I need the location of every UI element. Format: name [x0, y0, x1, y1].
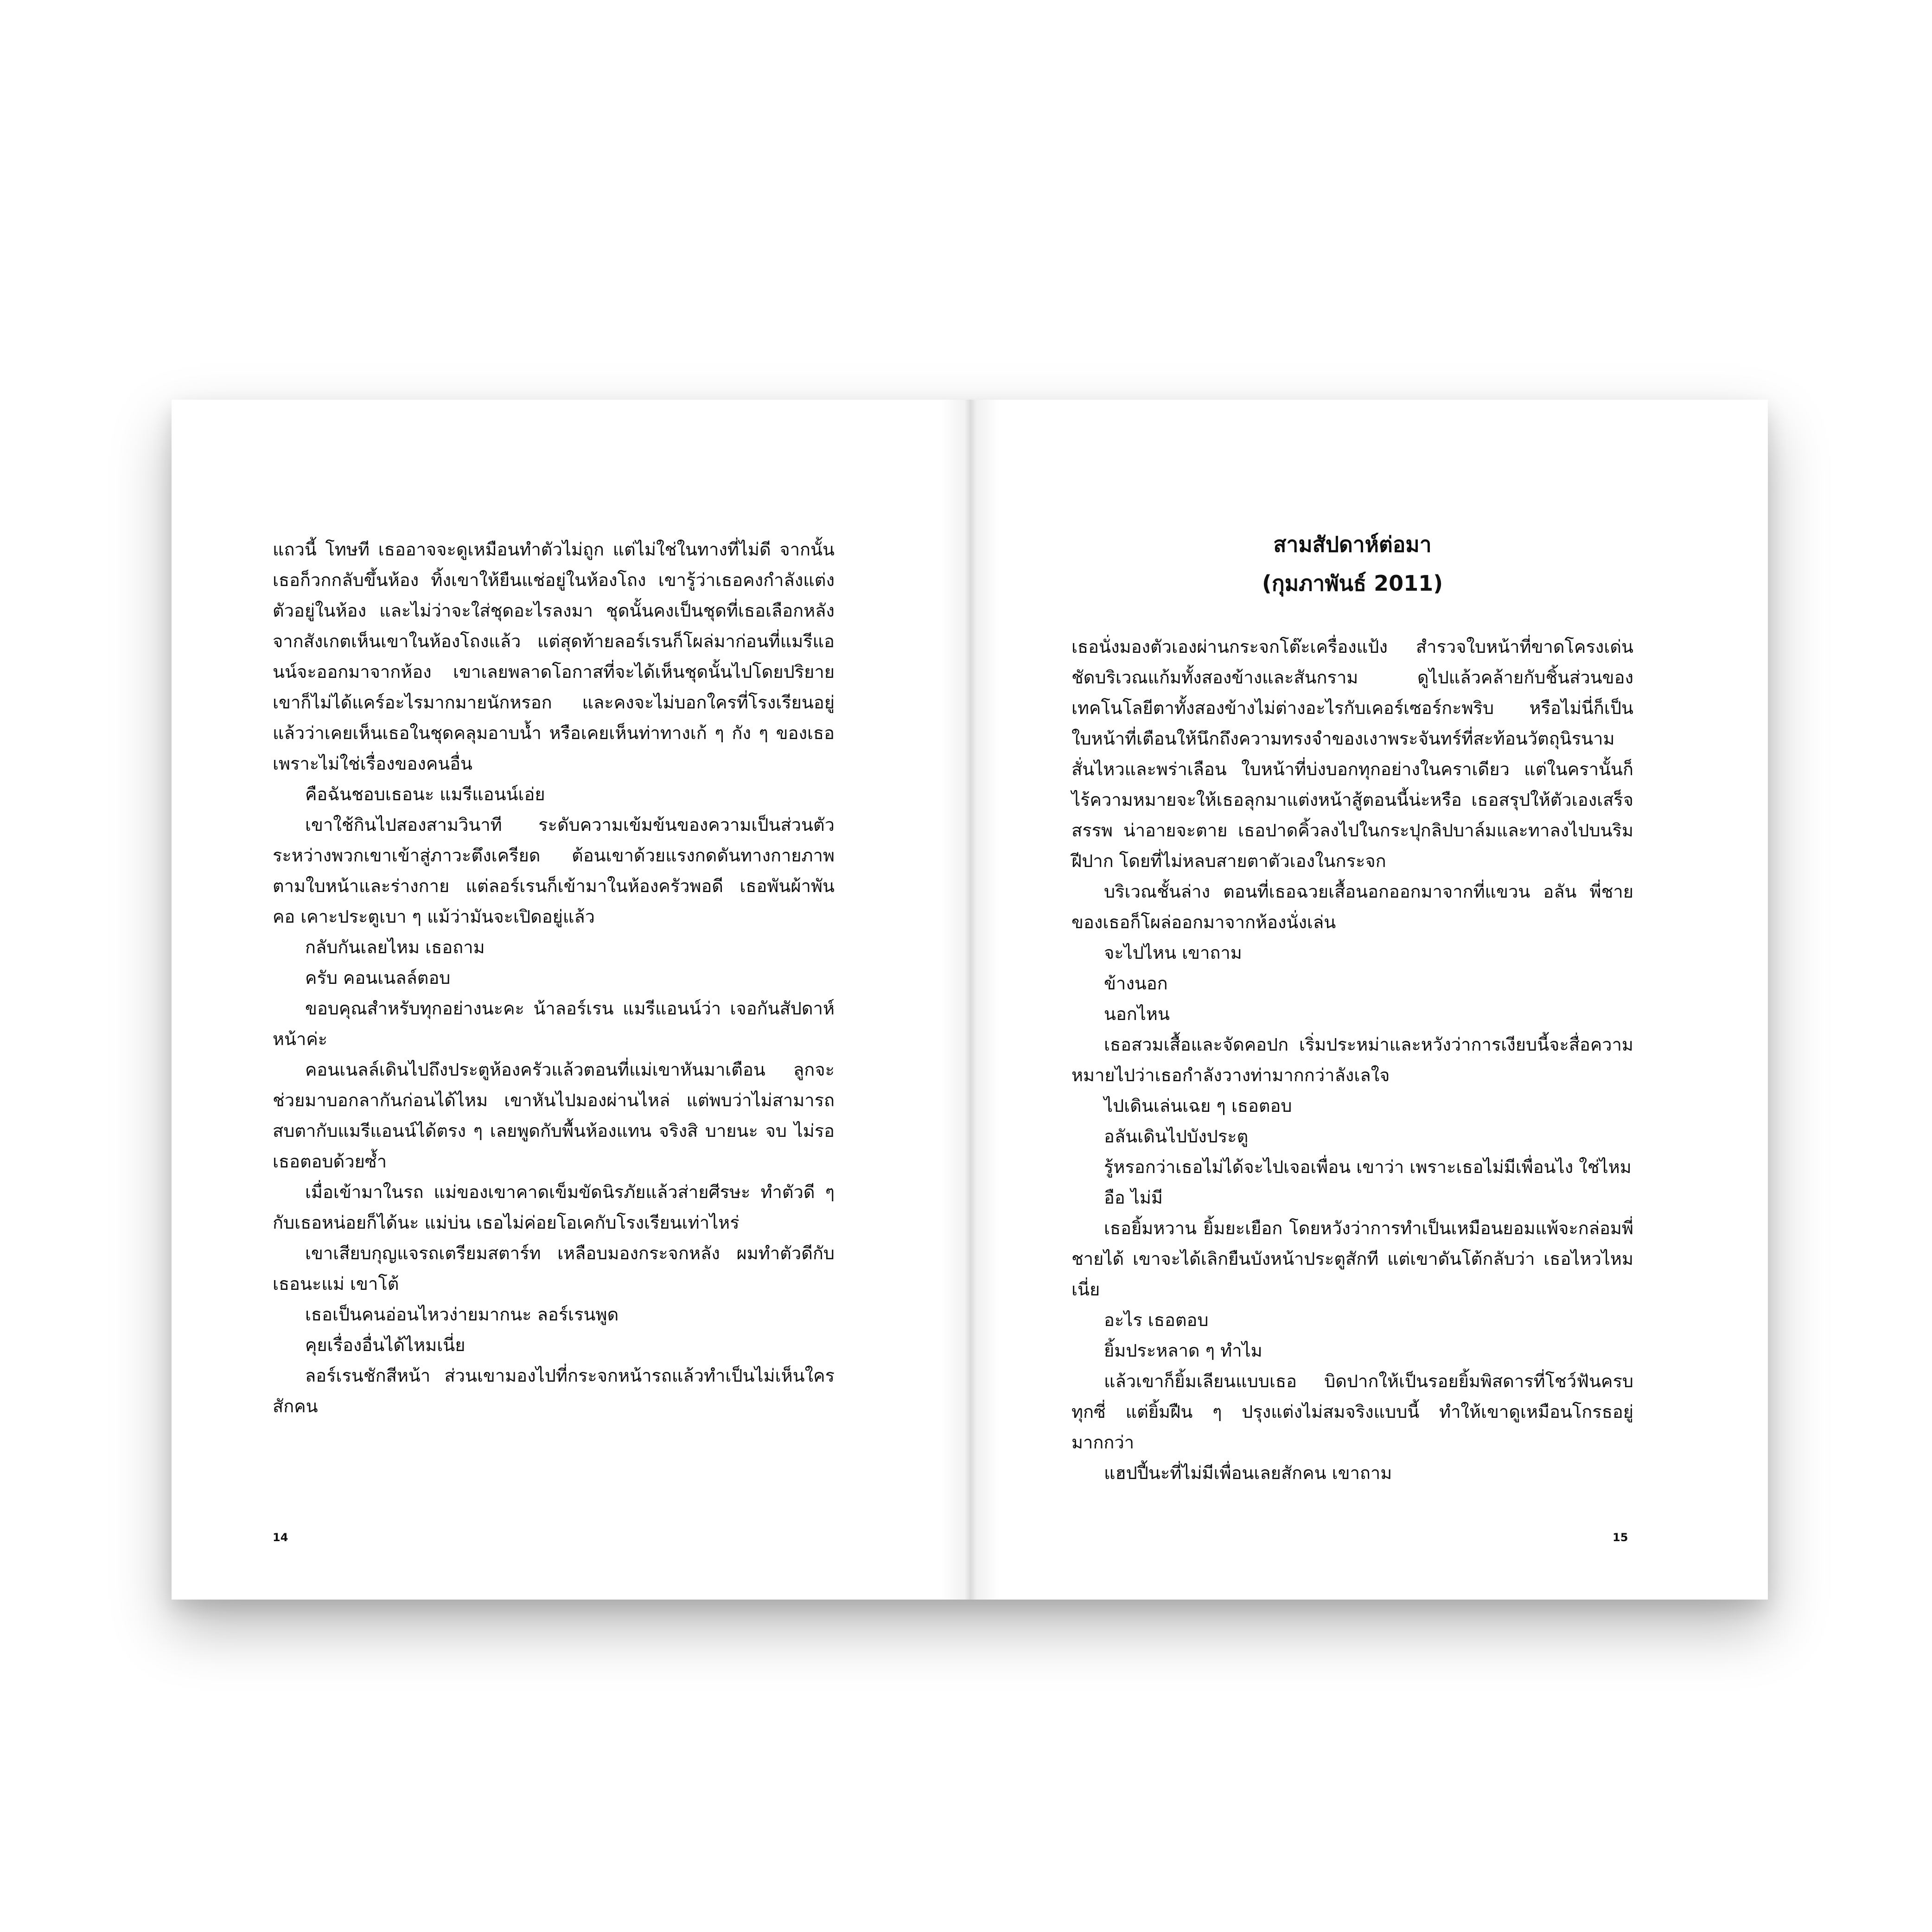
left-page-number: 14 [273, 1531, 288, 1544]
paragraph: แล้วเขาก็ยิ้มเลียนแบบเธอ บิดปากให้เป็นรอยยิ้มพิสดารที่โชว์ฟันครบทุกซี่ แต่ยิ้มฝืน ๆ ปรุงแต่งไม่สมจริงแบบนี้ ทำให้เขาดูเหมือนโกรธอยู่มากกว่า [1071, 1371, 1633, 1453]
right-page [970, 400, 1768, 1600]
paragraph: แถวนี้ โทษที เธออาจจะดูเหมือนทำตัวไม่ถูก แต่ไม่ใช่ในทางที่ไม่ดี จากนั้นเธอก็วกกลับขึ้นห้อง ทิ้งเขาให้ยืนแช่อยู่ในห้องโถง เขารู้ว่าเธอคงกำลังแต่งตัวอยู่ในห้อง และไม่ว่าจะใส่ชุดอะไรลงมา ชุดนั้นคงเป็นชุดที่เธอเลือกหลังจากสังเกตเห็นเขาในห้องโถงแล้ว แต่สุดท้ายลอร์เรนก็โผล่มาก่อนที่แมรีแอนน์จะออกมาจากห้อง เขาเลยพลาดโอกาสที่จะได้เห็นชุดนั้นไปโดยปริยาย เขาก็ไม่ได้แคร์อะไรมากมายนักหรอก และคงจะไม่บอกใครที่โรงเรียนอยู่แล้วว่าเคยเห็นเธอในชุดคลุมอาบน้ำ หรือเคยเห็นท่าทางเก้ ๆ กัง ๆ ของเธอเพราะไม่ใช่เรื่องของคนอื่น [273, 539, 835, 774]
paragraph: ไปเดินเล่นเฉย ๆ เธอตอบ [1104, 1096, 1292, 1116]
paragraph: คือฉันชอบเธอนะ แมรีแอนน์เอ่ย [305, 784, 545, 804]
paragraph: กลับกันเลยไหม เธอถาม [305, 937, 485, 957]
paragraph: เธอสวมเสื้อและจัดคอปก เริ่มประหม่าและหวังว่าการเงียบนี้จะสื่อความหมายไปว่าเธอกำลังวางท่ามากกว่าลังเลใจ [1071, 1034, 1633, 1085]
paragraph: เขาเสียบกุญแจรถเตรียมสตาร์ท เหลือบมองกระจกหลัง ผมทำตัวดีกับเธอนะแม่ เขาโต้ [273, 1243, 835, 1294]
paragraph: บริเวณชั้นล่าง ตอนที่เธอฉวยเสื้อนอกออกมาจากที่แขวน อลัน พี่ชายของเธอก็โผล่ออกมาจากห้องนั่งเล่น [1071, 881, 1633, 932]
paragraph: อะไร เธอตอบ [1104, 1310, 1209, 1330]
paragraph: เมื่อเข้ามาในรถ แม่ของเขาคาดเข็มขัดนิรภัยแล้วส่ายศีรษะ ทำตัวดี ๆ กับเธอหน่อยก็ได้นะ แม่บ่น เธอไม่ค่อยโอเคกับโรงเรียนเท่าไหร่ [273, 1182, 835, 1233]
chapter-title-line1: สามสัปดาห์ต่อมา [1273, 532, 1432, 557]
chapter-title-line2: (กุมภาพันธ์ 2011) [1262, 571, 1443, 596]
left-page [172, 400, 969, 1600]
book-spread [172, 400, 1768, 1600]
paragraph: เธอเป็นคนอ่อนไหวง่ายมากนะ ลอร์เรนพูด [305, 1304, 619, 1325]
left-page-body [273, 534, 835, 1422]
paragraph: เธอยิ้มหวาน ยิ้มยะเยือก โดยหวังว่าการทำเป็นเหมือนยอมแพ้จะกล่อมพี่ชายได้ เขาจะได้เลิกยืนบังหน้าประตูสักที แต่เขาดันโต้กลับว่า เธอไหวไหมเนี่ย [1071, 1218, 1633, 1300]
paragraph: ข้างนอก [1104, 973, 1168, 994]
paragraph: อือ ไม่มี [1104, 1187, 1163, 1208]
paragraph: เธอนั่งมองตัวเองผ่านกระจกโต๊ะเครื่องแป้ง สำรวจใบหน้าที่ขาดโครงเด่นชัดบริเวณแก้มทั้งสองข้างและสันกราม ดูไปแล้วคล้ายกับชิ้นส่วนของเทคโนโลยีตาทั้งสองข้างไม่ต่างอะไรกับเคอร์เซอร์กะพริบ หรือไม่นี่ก็เป็นใบหน้าที่เตือนให้นึกถึงความทรงจำของเงาพระจันทร์ที่สะท้อนวัตถุนิรนาม สั่นไหวและพร่าเลือน ใบหน้าที่บ่งบอกทุกอย่างในคราเดียว แต่ในครานั้นก็ไร้ความหมายจะให้เธอลุกมาแต่งหน้าสู้ตอนนี้น่ะหรือ เธอสรุปให้ตัวเองเสร็จสรรพ น่าอายจะตาย เธอปาดคิ้วลงไปในกระปุกลิปบาล์มและทาลงไปบนริมฝีปาก โดยที่ไม่หลบสายตาตัวเองในกระจก [1071, 637, 1633, 871]
paragraph: ครับ คอนเนลล์ตอบ [305, 968, 451, 988]
paragraph: คอนเนลล์เดินไปถึงประตูห้องครัวแล้วตอนที่แม่เขาหันมาเตือน ลูกจะช่วยมาบอกลากันก่อนได้ไหม เขาหันไปมองผ่านไหล่ แต่พบว่าไม่สามารถสบตากับแมรีแอนน์ได้ตรง ๆ เลยพูดกับพื้นห้องแทน จริงสิ บายนะ จบ ไม่รอเธอตอบด้วยซ้ำ [273, 1059, 835, 1172]
right-page-number: 15 [1613, 1531, 1628, 1544]
paragraph: เขาใช้กินไปสองสามวินาที ระดับความเข้มข้นของความเป็นส่วนตัวระหว่างพวกเขาเข้าสู่ภาวะตึงเครียด ต้อนเขาด้วยแรงกดดันทางกายภาพตามใบหน้าและร่างกาย แต่ลอร์เรนก็เข้ามาในห้องครัวพอดี เธอพันผ้าพันคอ เคาะประตูเบา ๆ แม้ว่ามันจะเปิดอยู่แล้ว [273, 815, 835, 927]
paragraph: ขอบคุณสำหรับทุกอย่างนะคะ น้าลอร์เรน แมรีแอนน์ว่า เจอกันสัปดาห์หน้าค่ะ [273, 998, 835, 1049]
paragraph: แฮปปี้นะที่ไม่มีเพื่อนเลยสักคน เขาถาม [1104, 1463, 1392, 1483]
chapter-title [1071, 525, 1633, 603]
paragraph: ลอร์เรนชักสีหน้า ส่วนเขามองไปที่กระจกหน้ารถแล้วทำเป็นไม่เห็นใครสักคน [273, 1365, 835, 1416]
paragraph: คุยเรื่องอื่นได้ไหมเนี่ย [305, 1335, 465, 1355]
paragraph: นอกไหน [1104, 1004, 1170, 1024]
paragraph: ยิ้มประหลาด ๆ ทำไม [1104, 1340, 1262, 1361]
right-page-body [1071, 631, 1633, 1488]
paragraph: อลันเดินไปบังประตู [1104, 1126, 1249, 1147]
paragraph: จะไปไหน เขาถาม [1104, 943, 1242, 963]
paragraph: รู้หรอกว่าเธอไม่ได้จะไปเจอเพื่อน เขาว่า เพราะเธอไม่มีเพื่อนไง ใช่ไหม [1104, 1157, 1632, 1177]
